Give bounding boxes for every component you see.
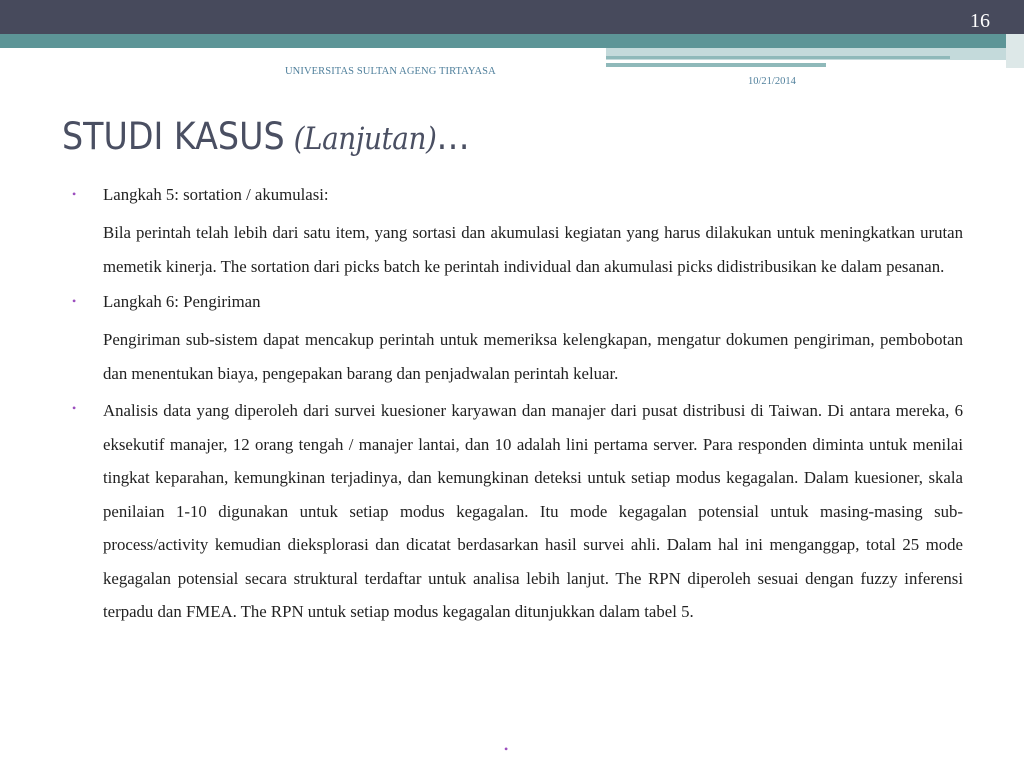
empty-bullet-dot-icon: •	[504, 742, 509, 756]
slide-content	[68, 180, 963, 636]
title-main: STUDI KASUS	[62, 115, 285, 158]
accent-line-lower	[606, 63, 826, 67]
bullet-dot-icon: •	[72, 294, 77, 308]
title-ellipsis: …	[436, 115, 470, 158]
bullet-text: Langkah 5: sortation / akumulasi:	[103, 185, 329, 204]
paragraph-langkah-5: Bila perintah telah lebih dari satu item, yang sortasi dan akumulasi kegiatan yang harus dilakukan untuk meningkatkan urutan memetik kinerja. The sortation dari picks batch ke perintah individual dan akumulasi picks didistribusikan ke dalam pesanan.	[103, 223, 963, 276]
bullet-text: Langkah 6: Pengiriman	[103, 292, 261, 311]
top-bar	[0, 0, 1024, 34]
slide-date: 10/21/2014	[748, 76, 796, 87]
right-edge-block	[1006, 34, 1024, 68]
bullet-item-langkah-5	[68, 180, 963, 209]
bullet-text: Analisis data yang diperoleh dari survei kuesioner karyawan dan manajer dari pusat distribusi di Taiwan. Di antara mereka, 6 eksekutif manajer, 12 orang tengah / manajer lantai, dan 10 adalah lini pertama server. Para responden diminta untuk menilai tingkat keparahan, kemungkinan terjadinya, dan kemungkinan deteksi untuk setiap modus kegagalan. Dalam kuesioner, skala penilaian 1-10 digunakan untuk setiap modus kegagalan. Itu mode kegagalan potensial untuk masing-masing sub-process/activity kemudian dieksplorasi dan dicatat berdasarkan hasil survei ahli. Dalam hal ini menganggap, total 25 mode kegagalan potensial secara struktural terdaftar untuk analisa lebih lanjut. The RPN diperoleh sesuai dengan fuzzy inferensi terpadu dan FMEA. The RPN untuk setiap modus kegagalan ditunjukkan dalam tabel 5.	[103, 401, 963, 621]
slide-number: 16	[970, 10, 990, 32]
bullet-dot-icon: •	[72, 401, 77, 415]
title-subtitle: (Lanjutan)	[293, 121, 437, 157]
bullet-item-langkah-6	[68, 287, 963, 316]
bullet-dot-icon: •	[72, 187, 77, 201]
bullet-item-analisis	[68, 394, 963, 629]
page-title	[62, 114, 470, 162]
paragraph-langkah-6: Pengiriman sub-sistem dapat mencakup perintah untuk memeriksa kelengkapan, mengatur dokumen pengiriman, pembobotan dan menentukan biaya, pengepakan barang dan penjadwalan perintah keluar.	[103, 330, 963, 383]
teal-band	[0, 34, 1006, 48]
accent-line-upper	[606, 56, 950, 59]
university-name: UNIVERSITAS SULTAN AGENG TIRTAYASA	[285, 66, 496, 77]
